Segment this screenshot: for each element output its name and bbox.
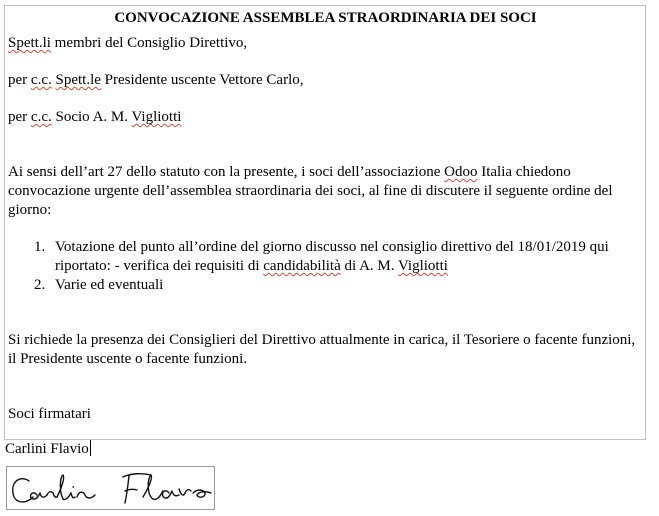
misspelled-word: Odoo bbox=[444, 164, 478, 180]
agenda-item-2: 2. Varie ed eventuali bbox=[34, 277, 164, 293]
document-title: CONVOCAZIONE ASSEMBLEA STRAORDINARIA DEI SOCI bbox=[114, 10, 537, 26]
agenda-number: 2. bbox=[34, 277, 46, 293]
signer-line[interactable] bbox=[5, 440, 91, 459]
request-paragraph: Si richiede la presenza dei Consiglieri del Direttivo attualmente in carica, il Tesoriere o facente funzioni, il Presidente uscente o facente funzioni. bbox=[8, 332, 636, 367]
signatories-label: Soci firmatari bbox=[8, 406, 91, 422]
misspelled-word: c.c. bbox=[30, 109, 52, 125]
agenda-list bbox=[8, 238, 643, 295]
signer-name: Carlini Flavio bbox=[5, 441, 89, 457]
agenda-item-1: 1. Votazione del punto all’ordine del giorno discusso nel consiglio direttivo del 18/01/2019 qui riportato: - verifica dei requisiti di candidabilità di A. M. Vigliotti bbox=[34, 239, 609, 274]
text-cursor bbox=[90, 440, 91, 456]
recipient-line-1: Spett.li membri del Consiglio Direttivo, bbox=[8, 35, 248, 51]
misspelled-word: Spett.li bbox=[8, 35, 51, 51]
misspelled-word: Spett.le bbox=[55, 72, 101, 88]
document-content[interactable] bbox=[8, 6, 643, 424]
signature-image[interactable] bbox=[6, 466, 215, 510]
handwritten-signature bbox=[7, 467, 214, 509]
misspelled-word: Vigliotti bbox=[397, 258, 448, 274]
recipient-line-2: per c.c. Spett.le Presidente uscente Vettore Carlo, bbox=[8, 72, 304, 88]
misspelled-word: candidabilità bbox=[263, 258, 341, 274]
misspelled-word: Vigliotti bbox=[131, 109, 182, 125]
body-paragraph: Ai sensi dell’art 27 dello statuto con la presente, i soci dell’associazione Odoo Italia chiedono convocazione urgente dell’assemblea straordinaria dei soci, al fine di discutere il seguente ordine del giorno: bbox=[8, 164, 613, 218]
agenda-number: 1. bbox=[34, 239, 46, 255]
recipient-line-3: per c.c. Socio A. M. Vigliotti bbox=[8, 109, 182, 125]
document-page[interactable] bbox=[4, 5, 646, 440]
misspelled-word: c.c. bbox=[30, 72, 52, 88]
